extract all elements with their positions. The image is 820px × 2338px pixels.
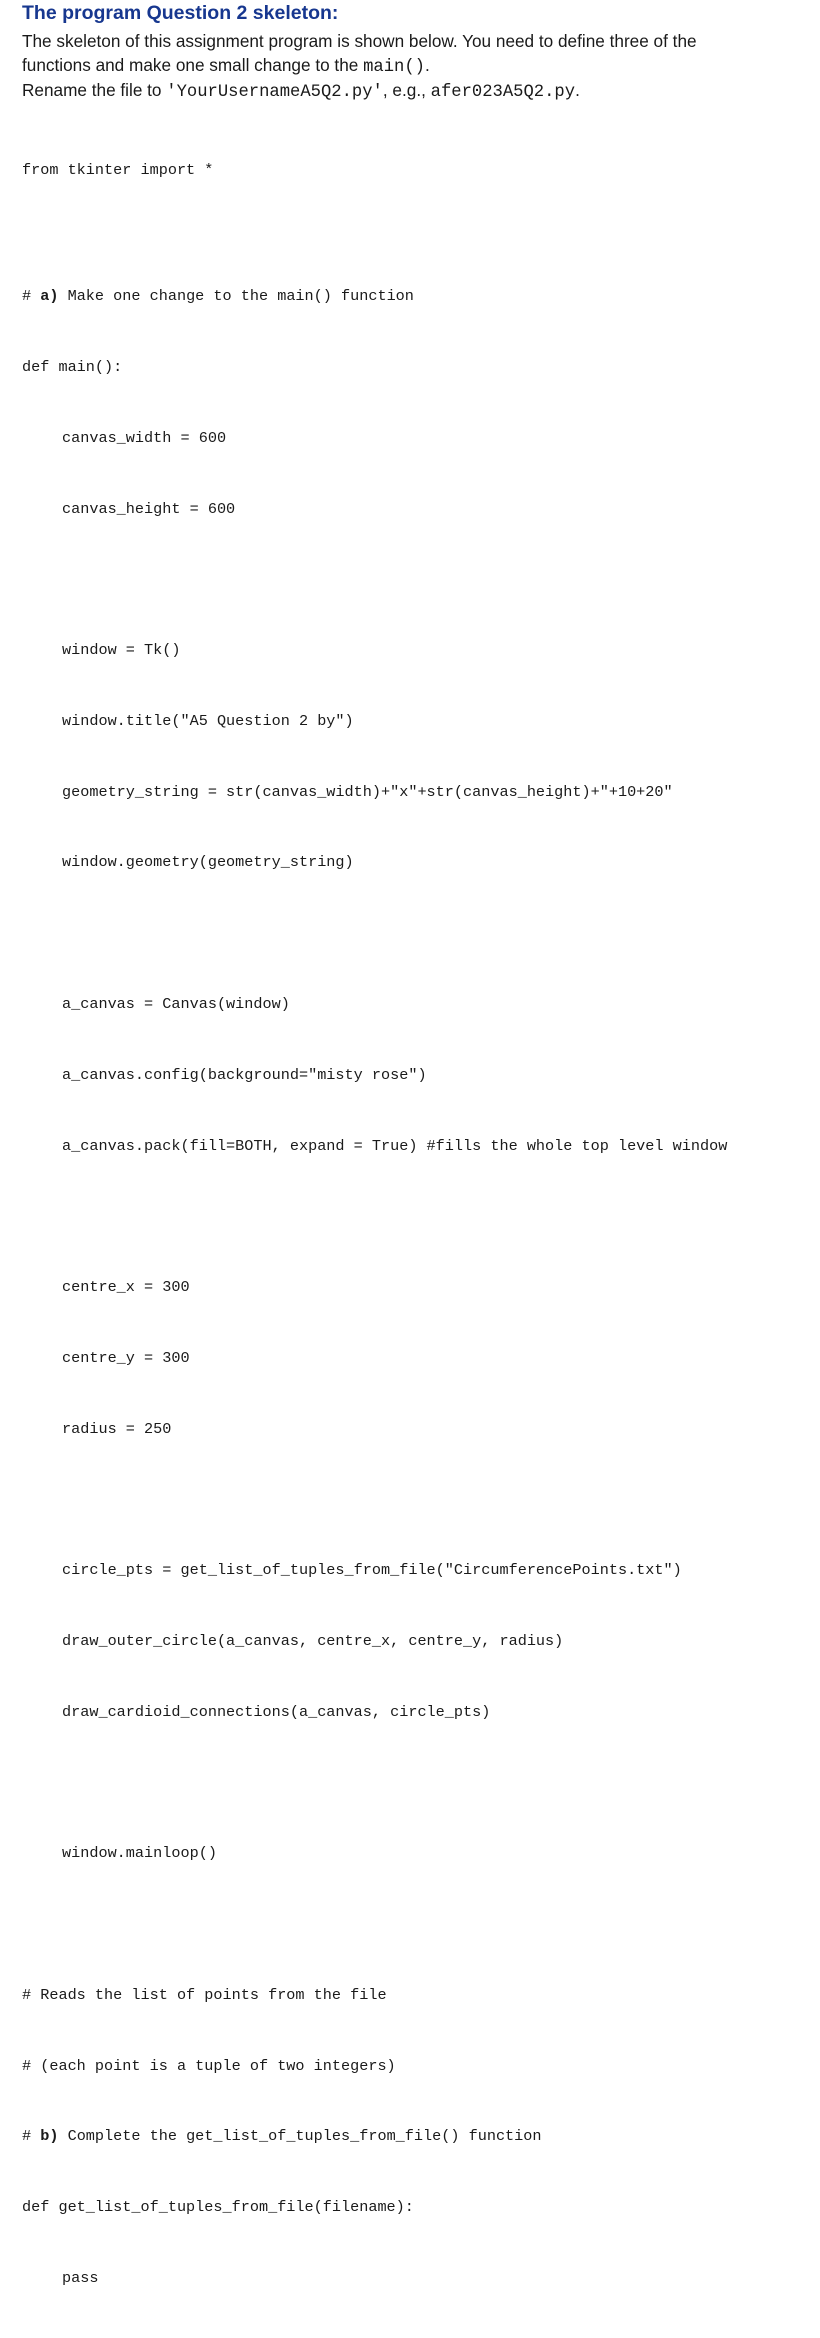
inline-code-main: main() (363, 57, 425, 77)
code-line: circle_pts = get_list_of_tuples_from_file("CircumferencePoints.txt") (62, 1561, 682, 1580)
instructions-text: . (575, 80, 580, 100)
code-line: window = Tk() (62, 641, 181, 660)
code-comment: # (22, 2127, 41, 2146)
code-line: # Reads the list of points from the file (22, 1985, 387, 2004)
instructions-line-2 (22, 54, 812, 80)
code-line: # (each point is a tuple of two integers) (22, 2056, 396, 2075)
code-line: window.mainloop() (62, 1844, 217, 1863)
code-comment: Complete the get_list_of_tuples_from_file() function (58, 2127, 542, 2146)
code-line: draw_cardioid_connections(a_canvas, circle_pts) (62, 1702, 491, 1721)
code-line (22, 285, 727, 309)
code-line: def get_list_of_tuples_from_file(filename): (22, 2198, 414, 2217)
inline-code-filename: 'YourUsernameA5Q2.py' (166, 83, 383, 102)
code-line: centre_x = 300 (62, 1278, 190, 1297)
code-line: pass (62, 2269, 99, 2288)
code-line: geometry_string = str(canvas_width)+"x"+str(canvas_height)+"+10+20" (62, 782, 673, 801)
code-line: canvas_width = 600 (62, 428, 227, 447)
code-comment: Make one change to the main() function (58, 287, 414, 306)
instructions-text: functions and make one small change to the (22, 54, 364, 75)
code-line: def main(): (22, 357, 123, 376)
code-line: a_canvas.config(background="misty rose") (62, 1065, 427, 1084)
code-line (22, 2125, 727, 2149)
code-line: radius = 250 (62, 1419, 172, 1438)
code-line: canvas_height = 600 (62, 499, 236, 518)
code-comment: # (22, 287, 41, 306)
instructions-text: . (425, 54, 430, 75)
instructions-paragraph (22, 30, 812, 105)
instructions-line-3 (22, 79, 812, 105)
code-line: window.geometry(geometry_string) (62, 853, 354, 872)
instructions-text: , e.g., (382, 80, 431, 100)
instructions-line-1: The skeleton of this assignment program is shown below. You need to define three of the (22, 31, 697, 51)
code-listing (22, 112, 727, 2338)
code-comment-bold: b) (40, 2127, 59, 2146)
section-heading: The program Question 2 skeleton: (22, 2, 339, 24)
code-line: a_canvas.pack(fill=BOTH, expand = True) #fills the whole top level window (62, 1136, 728, 1155)
instructions-text: Rename the file to (22, 80, 167, 100)
inline-code-example-filename: afer023A5Q2.py (430, 83, 576, 102)
code-line: window.title("A5 Question 2 by") (62, 711, 354, 730)
code-line: centre_y = 300 (62, 1348, 190, 1367)
code-comment-bold: a) (40, 287, 59, 306)
code-line: draw_outer_circle(a_canvas, centre_x, centre_y, radius) (62, 1632, 564, 1650)
code-line: a_canvas = Canvas(window) (62, 994, 290, 1013)
code-line: from tkinter import * (22, 161, 214, 180)
